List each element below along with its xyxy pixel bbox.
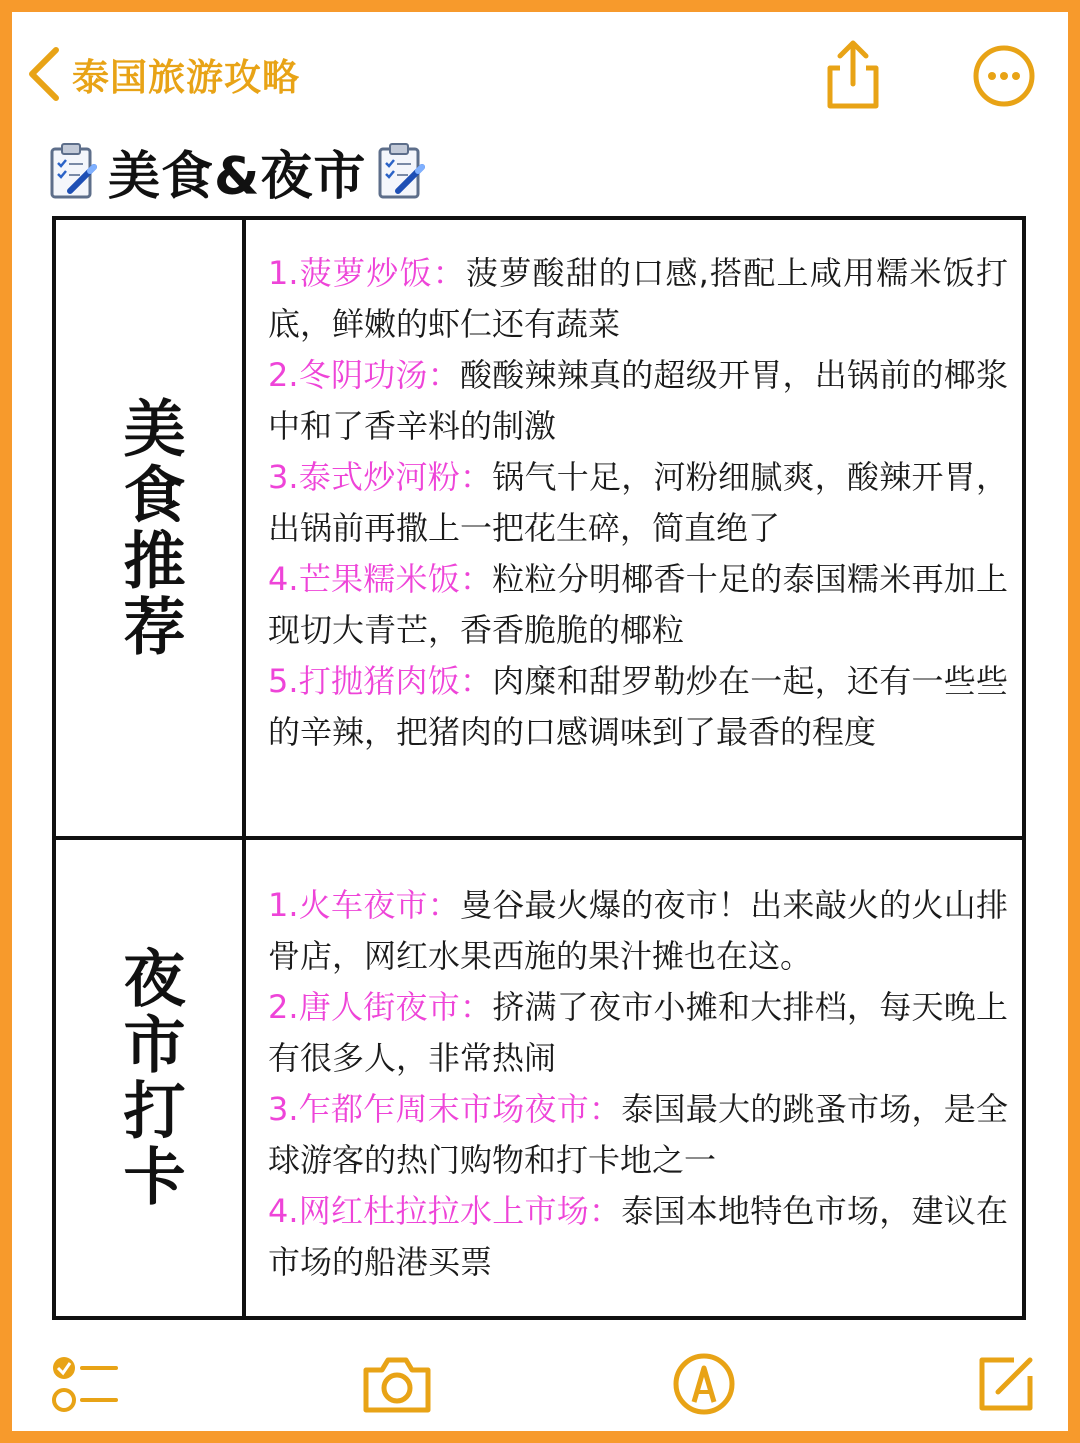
more-icon (972, 44, 1036, 108)
clipboard-pencil-icon (48, 141, 98, 201)
table-row (56, 220, 1022, 840)
list-item (268, 982, 1008, 1084)
item-title: 4.芒果糯米饭： (268, 560, 493, 598)
markup-pen-icon[interactable] (672, 1352, 736, 1416)
list-item (268, 656, 1008, 758)
item-title: 5.打抛猪肉饭： (268, 662, 493, 700)
item-title: 2.唐人街夜市： (268, 988, 493, 1026)
back-button[interactable] (26, 44, 300, 104)
item-body: 菠萝酸甜的口感,搭配上咸用糯米饭打底，鲜嫩的虾仁还有蔬菜 (268, 254, 1008, 343)
section-label: 美食推荐 (113, 396, 186, 660)
list-item (268, 1186, 1008, 1288)
row-content-cell (246, 220, 1022, 836)
note-frame (12, 12, 1068, 1431)
item-title: 2.冬阴功汤： (268, 356, 461, 394)
item-title: 3.乍都乍周末市场夜市： (268, 1090, 622, 1128)
content-table (52, 216, 1026, 1320)
checklist-icon[interactable] (50, 1352, 120, 1416)
list-item (268, 880, 1008, 982)
bottom-toolbar (12, 1342, 1068, 1431)
list-item (268, 350, 1008, 452)
item-title: 3.泰式炒河粉： (268, 458, 493, 496)
share-icon (818, 38, 888, 110)
camera-icon[interactable] (360, 1352, 434, 1416)
item-body: 挤满了夜市小摊和大排档，每天晚上有很多人，非常热闹 (268, 988, 1008, 1077)
share-button[interactable] (818, 38, 888, 110)
chevron-left-icon (26, 46, 62, 102)
list-item (268, 554, 1008, 656)
item-body: 锅气十足，河粉细腻爽，酸辣开胃，出锅前再撒上一把花生碎，简直绝了 (268, 458, 1008, 547)
table-row (56, 840, 1022, 1316)
item-body: 曼谷最火爆的夜市！出来敲火的火山排骨店，网红水果西施的果汁摊也在这。 (268, 886, 1008, 975)
page-title: 美食&夜市 (108, 146, 367, 207)
item-title: 1.火车夜市： (268, 886, 461, 924)
list-item (268, 1084, 1008, 1186)
list-item (268, 452, 1008, 554)
section-label: 夜市打卡 (113, 946, 186, 1210)
item-title: 4.网红杜拉拉水上市场： (268, 1192, 622, 1230)
item-title: 1.菠萝炒饭： (268, 254, 466, 292)
item-body: 肉糜和甜罗勒炒在一起，还有一些些的辛辣，把猪肉的口感调味到了最香的程度 (268, 662, 1008, 751)
top-bar (12, 12, 1068, 132)
item-body: 泰国本地特色市场，建议在市场的船港买票 (268, 1192, 1008, 1281)
compose-icon[interactable] (974, 1352, 1038, 1416)
item-body: 粒粒分明椰香十足的泰国糯米再加上现切大青芒，香香脆脆的椰粒 (268, 560, 1008, 649)
item-body: 酸酸辣辣真的超级开胃，出锅前的椰浆中和了香辛料的制激 (268, 356, 1008, 445)
item-body: 泰国最大的跳蚤市场，是全球游客的热门购物和打卡地之一 (268, 1090, 1008, 1179)
row-content-cell (246, 840, 1022, 1316)
row-label-cell (56, 220, 246, 836)
list-item (268, 248, 1008, 350)
clipboard-pencil-icon (376, 141, 426, 201)
title-row (48, 132, 426, 210)
row-label-cell (56, 840, 246, 1316)
back-label: 泰国旅游攻略 (72, 56, 300, 99)
more-button[interactable] (972, 44, 1036, 108)
